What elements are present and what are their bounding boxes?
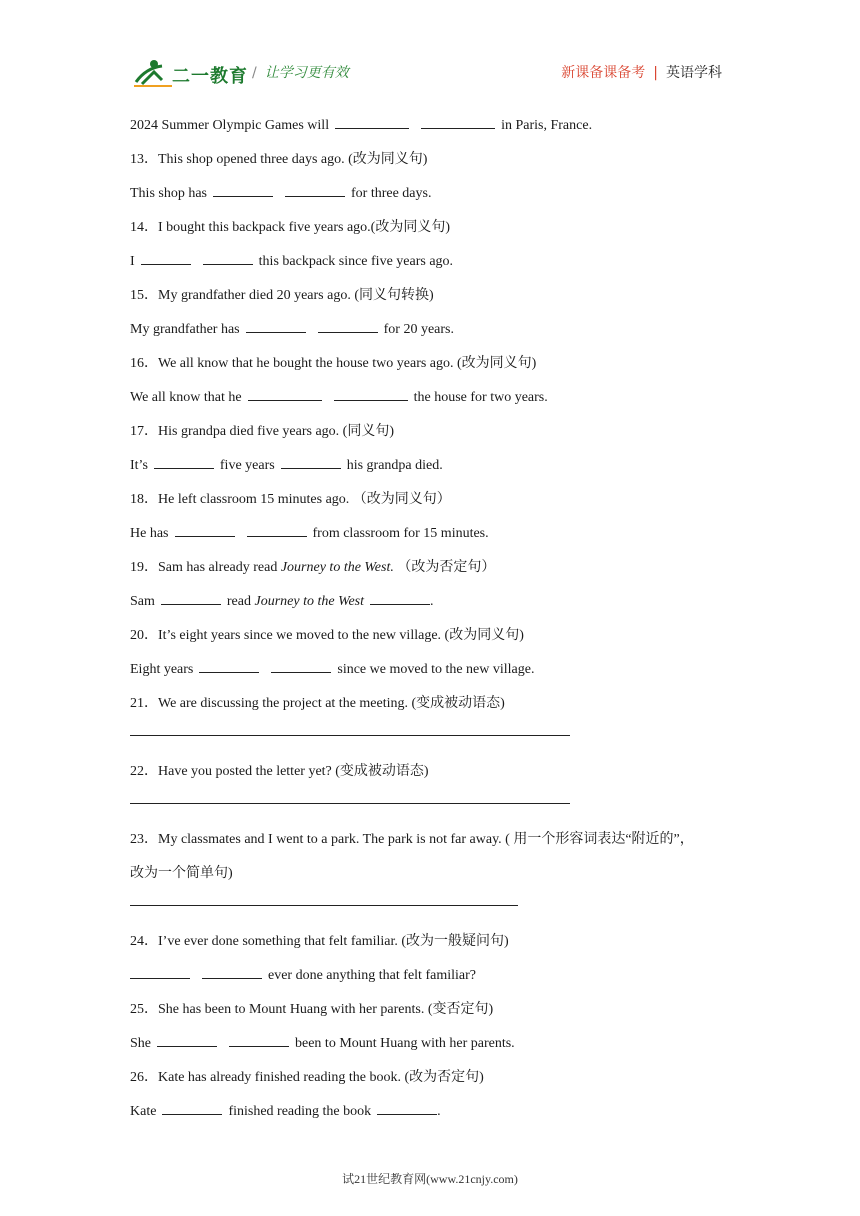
- question-24: 24．I’ve ever done something that felt familiar. (改为一般疑问句): [130, 934, 509, 949]
- question-17: 17．His grandpa died five years ago. (同义句): [130, 424, 394, 439]
- answer-line: My grandfather has for 20 years.: [130, 318, 454, 338]
- question-21: 21．We are discussing the project at the meeting. (变成被动语态): [130, 696, 505, 711]
- question-14: 14．I bought this backpack five years ago.(改为同义句): [130, 220, 450, 235]
- answer-blank: [141, 250, 191, 265]
- question-15: 15．My grandfather died 20 years ago. (同义句转换): [130, 288, 434, 303]
- question-23-cont: 改为一个简单句): [130, 866, 233, 881]
- answer-blank: [377, 1100, 437, 1115]
- question-13: 13．This shop opened three days ago. (改为同义句): [130, 152, 428, 167]
- answer-line: Sam read Journey to the West .: [130, 590, 434, 610]
- subject-tag: [561, 62, 722, 82]
- answer-line: It’s five years his grandpa died.: [130, 454, 443, 474]
- answer-line: This shop has for three days.: [130, 182, 431, 202]
- answer-line: Eight years since we moved to the new village.: [130, 658, 534, 678]
- question-16: 16．We all know that he bought the house two years ago. (改为同义句): [130, 356, 537, 371]
- question-23: 23．My classmates and I went to a park. The park is not far away. ( 用一个形容词表达“附近的”，: [130, 832, 694, 847]
- answer-blank: [199, 658, 259, 673]
- slogan-text: 让学习更有效: [264, 65, 349, 81]
- answer-blank: [421, 114, 495, 129]
- answer-blank: [130, 964, 190, 979]
- answer-blank: [246, 318, 306, 333]
- question-18: 18．He left classroom 15 minutes ago. （改为同义句）: [130, 492, 451, 507]
- answer-blank: [285, 182, 345, 197]
- question-25: 25．She has been to Mount Huang with her parents. (变否定句): [130, 1002, 494, 1017]
- answer-underline: [130, 904, 518, 906]
- answer-blank: [248, 386, 322, 401]
- answer-underline: [130, 734, 570, 736]
- subject-label: 英语学科: [666, 65, 722, 81]
- question-19: 19．Sam has already read Journey to the West. （改为否定句）: [130, 560, 496, 575]
- answer-line: ever done anything that felt familiar?: [130, 964, 476, 984]
- answer-blank: [162, 1100, 222, 1115]
- question-22: 22．Have you posted the letter yet? (变成被动语态): [130, 764, 429, 779]
- answer-blank: [318, 318, 378, 333]
- page-footer: 试21世纪教育网(www.21cnjy.com): [342, 1172, 518, 1186]
- answer-line: He has from classroom for 15 minutes.: [130, 522, 489, 542]
- answer-blank: [175, 522, 235, 537]
- answer-blank: [334, 386, 408, 401]
- logo-text: 二一教育: [172, 66, 248, 87]
- answer-blank: [247, 522, 307, 537]
- course-tag: 新课备课备考: [561, 65, 646, 81]
- answer-line: I this backpack since five years ago.: [130, 250, 453, 270]
- answer-blank: [213, 182, 273, 197]
- answer-blank: [335, 114, 409, 129]
- answer-blank: [154, 454, 214, 469]
- answer-blank: [157, 1032, 217, 1047]
- answer-blank: [281, 454, 341, 469]
- answer-line: She been to Mount Huang with her parents.: [130, 1032, 515, 1052]
- answer-line: 2024 Summer Olympic Games will in Paris, France.: [130, 114, 592, 134]
- slogan: / 让学习更有效: [252, 65, 349, 81]
- answer-blank: [229, 1032, 289, 1047]
- answer-line: We all know that he the house for two years.: [130, 386, 548, 406]
- answer-underline: [130, 802, 570, 804]
- answer-blank: [161, 590, 221, 605]
- answer-blank: [370, 590, 430, 605]
- page-header: [0, 0, 860, 100]
- answer-line: Kate finished reading the book .: [130, 1100, 441, 1120]
- question-26: 26．Kate has already finished reading the book. (改为否定句): [130, 1070, 484, 1085]
- answer-blank: [202, 964, 262, 979]
- answer-blank: [203, 250, 253, 265]
- tag-separator: |: [653, 65, 658, 81]
- answer-blank: [271, 658, 331, 673]
- question-20: 20．It’s eight years since we moved to the new village. (改为同义句): [130, 628, 524, 643]
